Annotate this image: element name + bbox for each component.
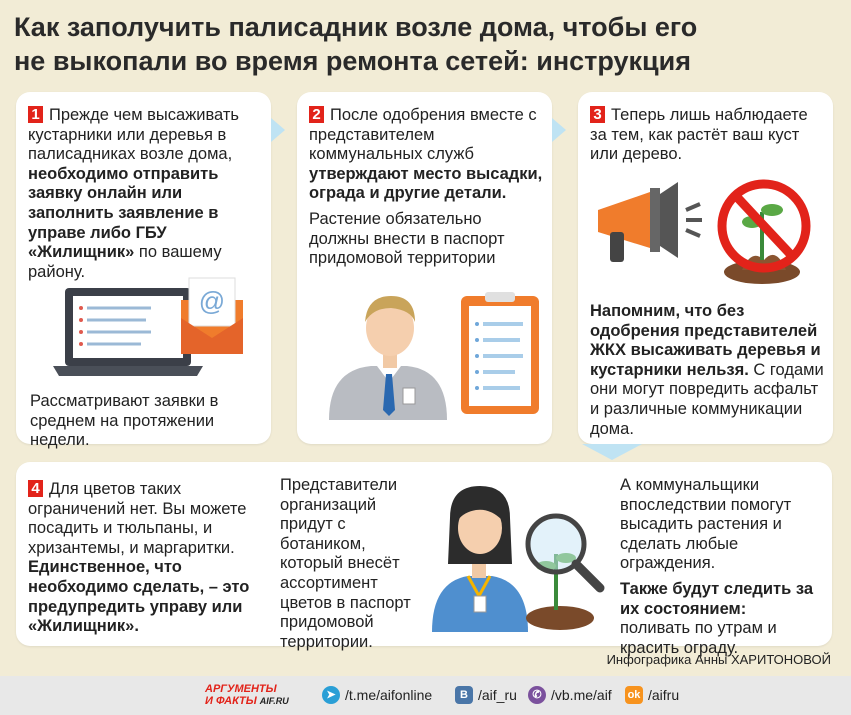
step-2-note: Растение обязательно должны внести в паспорт придомовой территории [309,210,505,268]
ok-icon[interactable]: ok [625,686,643,704]
arrow-2 [552,118,566,142]
title-line-1: Как заполучить палисадник возле дома, чтобы его [14,12,698,42]
arrow-1 [271,118,285,142]
step-4-number: 4 [28,480,43,497]
step-2-text: 2 После одобрения вместе с представителем коммунальных служб утверждают место высадки, ограда и другие детали. [309,106,543,203]
step-3-text: 3 Теперь лишь наблюдаете за тем, как растёт ваш куст или дерево. [590,106,808,164]
svg-text:@: @ [198,286,226,316]
megaphone-no-plant-illustration [592,166,822,288]
step-4-text: 4 Для цветов таких ограничений нет. Вы можете посадить и тюльпаны, и хризантемы, и маргаритки. Единственное, что необходимо сделать, – это предупредить управу или «Жилищник». [28,480,250,636]
step-2-bold: утверждают место высадки, ограда и другие детали. [309,164,543,203]
vk-icon[interactable]: B [455,686,473,704]
aif-logo[interactable]: АРГУМЕНТЫ И ФАКТЫ AIF.RU [205,683,289,707]
footer [0,676,851,715]
step-3-reminder: Напомним, что без одобрения представителей ЖКХ высаживать деревья и кустарники нельзя. С годами они могут повредить асфальт и различные коммуникации дома. [590,302,824,438]
step-1-bold: необходимо отправить заявку онлайн или заполнить заявление в управе либо ГБУ «Жилищник» [28,164,219,262]
step-3-bold: Напомним, что без одобрения представителей ЖКХ высаживать деревья и кустарники нельзя. [590,302,821,379]
step-2-number: 2 [309,106,324,123]
step-2-card [297,92,552,444]
step-4-bold: Единственное, что необходимо сделать, – это предупредить управу или «Жилищник». [28,558,250,636]
step-4-right-bold: Также будут следить за их состоянием: [620,579,814,618]
step-1-card [16,92,271,450]
step-3-card [578,92,833,444]
woman-plant-illustration [420,478,606,632]
step-4-card [16,462,832,657]
step-1-number: 1 [28,106,43,123]
step-1-text: 1 Прежде чем высаживать кустарники или деревья в палисадниках возле дома, необходимо отправить заявку онлайн или заполнить заявление в управе либо ГБУ «Жилищник» по вашему району. [28,106,240,281]
viber-link[interactable]: /vb.me/aif [551,687,612,703]
soil [526,606,594,630]
step-1-note: Рассматривают заявки в среднем на протяжении недели. [30,392,219,450]
title-line-2: не выкопали во время ремонта сетей: инструкция [14,46,692,76]
viber-icon[interactable]: ✆ [528,686,546,704]
arrow-3 [582,444,642,460]
laptop-base [53,366,203,376]
ok-link[interactable]: /aifru [648,687,680,703]
telegram-link[interactable]: /t.me/aifonline [345,687,433,703]
vk-link[interactable]: /aif_ru [478,687,517,703]
laptop-email-illustration [51,272,251,384]
step-4-middle: Представители организаций придут с ботаником, который внесёт ассортимент цветов в паспорт придомовой территории. [280,476,411,651]
credit: Инфографика Анны ХАРИТОНОВОЙ [606,652,831,667]
page-title [14,10,814,78]
telegram-icon[interactable]: ➤ [322,686,340,704]
step-4-right: А коммунальщики впоследствии помогут высадить растения и сделать любые ограждения. Также будут следить за их состоянием: поливать по утрам и красить ограду. [620,476,814,657]
official-clipboard-illustration [315,270,545,430]
step-3-number: 3 [590,106,605,123]
